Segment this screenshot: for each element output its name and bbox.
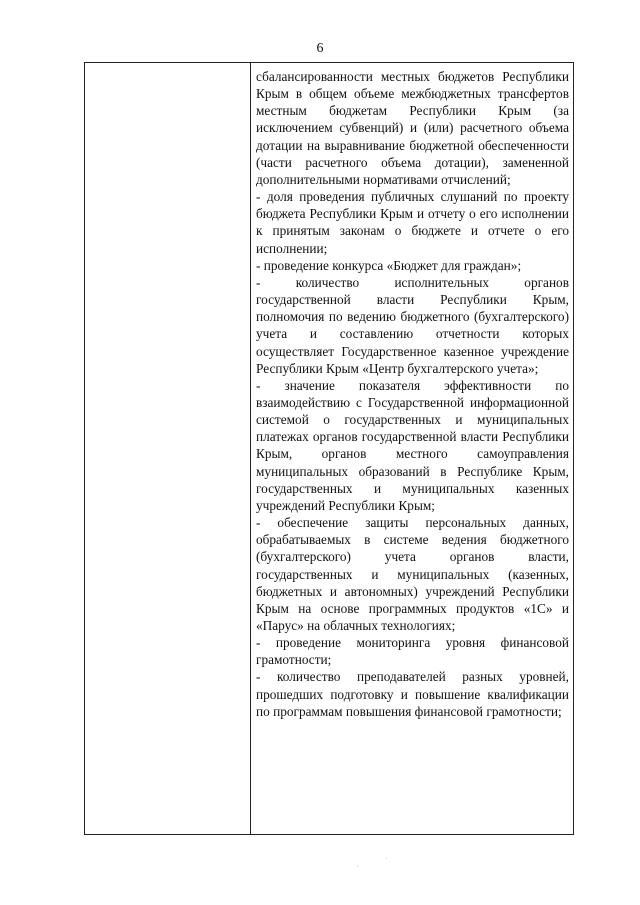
document-table <box>84 62 574 835</box>
table-paragraph: - количество исполнительных органов государственной власти Республики Крым, полномочия по ведению бюджетного (бухгалтерского) учета и составлению отчетности которых осуществляет Государственное казенное учреждение Республики Крым «Центр бухгалтерского учета»; <box>256 274 569 376</box>
table-left-cell <box>85 63 251 834</box>
table-paragraph: - проведение мониторинга уровня финансовой грамотности; <box>256 635 569 668</box>
page-number: 6 <box>316 41 324 56</box>
table-paragraph: - проведение конкурса «Бюджет для граждан»; <box>256 257 522 273</box>
table-paragraph: - количество преподавателей разных уровней, прошедших подготовку и повышение квалификации по программам повышения финансовой грамотности; <box>256 669 569 719</box>
scan-speck: ˙ <box>385 856 388 865</box>
table-paragraph: - доля проведения публичных слушаний по проекту бюджета Республики Крым и отчету о его исполнении к принятым законам о бюджете и отчете о его исполнении; <box>256 189 569 256</box>
table-paragraph: сбалансированности местных бюджетов Республики Крым в общем объеме межбюджетных трансфертов местным бюджетам Республики Крым (за исключением субвенций) и (или) расчетного объема дотации на выравнивание бюджетной обеспеченности (части расчетного объема дотации), замененной дополнительными нормативами отчислений; <box>256 69 569 187</box>
scan-speck: · <box>356 862 359 871</box>
table-paragraph: - значение показателя эффективности по взаимодействию с Государственной информационной системой о государственных и муниципальных платежах органов государственной власти Республики Крым, органов местного самоуправления муниципальных образований в Республике Крым, государственных и муниципальных казенных учреждений Республики Крым; <box>256 377 569 513</box>
table-paragraph: - обеспечение защиты персональных данных, обрабатываемых в системе ведения бюджетного (бухгалтерского) учета органов власти, государственных и муниципальных (казенных, бюджетных и автономных) учреждений Республики Крым на основе программных продуктов «1С» и «Парус» на облачных технологиях; <box>256 515 569 633</box>
table-right-cell <box>256 68 569 720</box>
